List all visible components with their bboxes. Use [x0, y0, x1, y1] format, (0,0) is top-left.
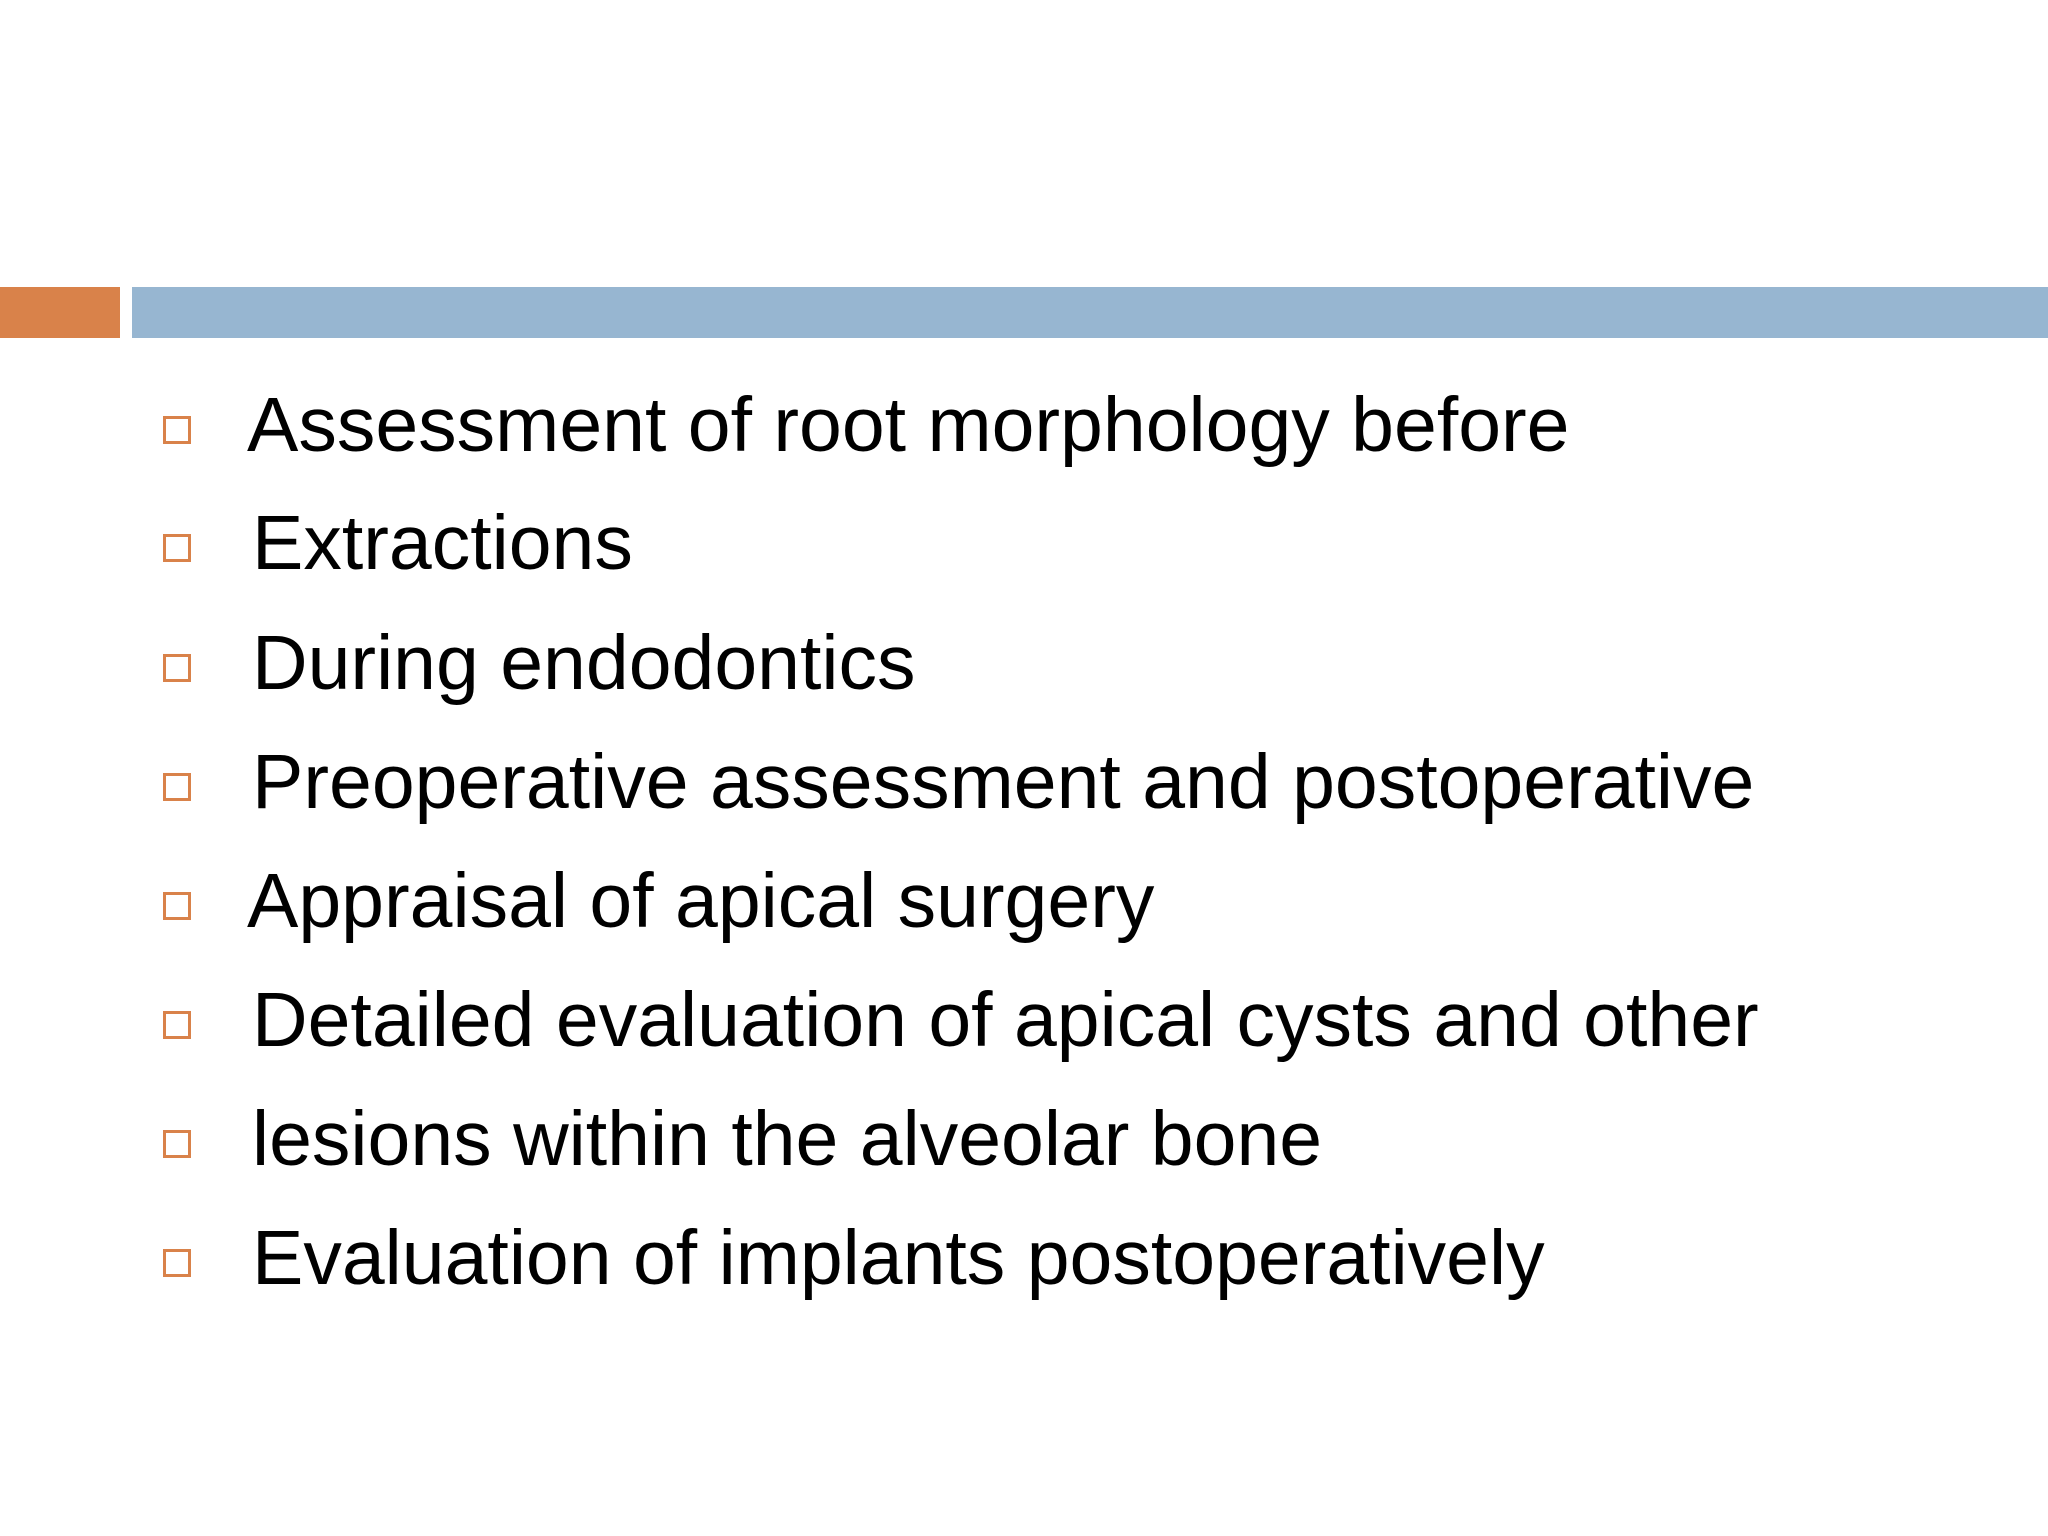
square-bullet-icon — [163, 1249, 191, 1277]
bullet-text: Appraisal of apical surgery — [247, 858, 1155, 944]
bullet-text: Detailed evaluation of apical cysts and other — [252, 977, 1759, 1063]
square-bullet-icon — [163, 1011, 191, 1039]
bullet-text: Assessment of root morphology before — [247, 382, 1570, 468]
bullet-item-8 — [0, 1190, 2048, 1308]
bullet-item-3 — [0, 596, 2048, 714]
bullet-text: Evaluation of implants postoperatively — [252, 1215, 1545, 1301]
bullet-item-5 — [0, 834, 2048, 952]
bullet-item-4 — [0, 715, 2048, 833]
square-bullet-icon — [163, 416, 191, 444]
bullet-item-7 — [0, 1071, 2048, 1189]
square-bullet-icon — [163, 892, 191, 920]
square-bullet-icon — [163, 1130, 191, 1158]
square-bullet-icon — [163, 654, 191, 682]
header-accent-orange-bar — [0, 287, 120, 338]
square-bullet-icon — [163, 534, 191, 562]
bullet-text: Preoperative assessment and postoperative — [252, 739, 1755, 825]
bullet-text: Extractions — [252, 500, 633, 586]
bullet-item-2 — [0, 478, 2048, 596]
square-bullet-icon — [163, 773, 191, 801]
bullet-item-1 — [0, 360, 2048, 478]
bullet-text: lesions within the alveolar bone — [252, 1096, 1323, 1182]
bullet-text: During endodontics — [252, 620, 916, 706]
header-accent-blue-bar — [132, 287, 2048, 338]
bullet-item-6 — [0, 953, 2048, 1071]
